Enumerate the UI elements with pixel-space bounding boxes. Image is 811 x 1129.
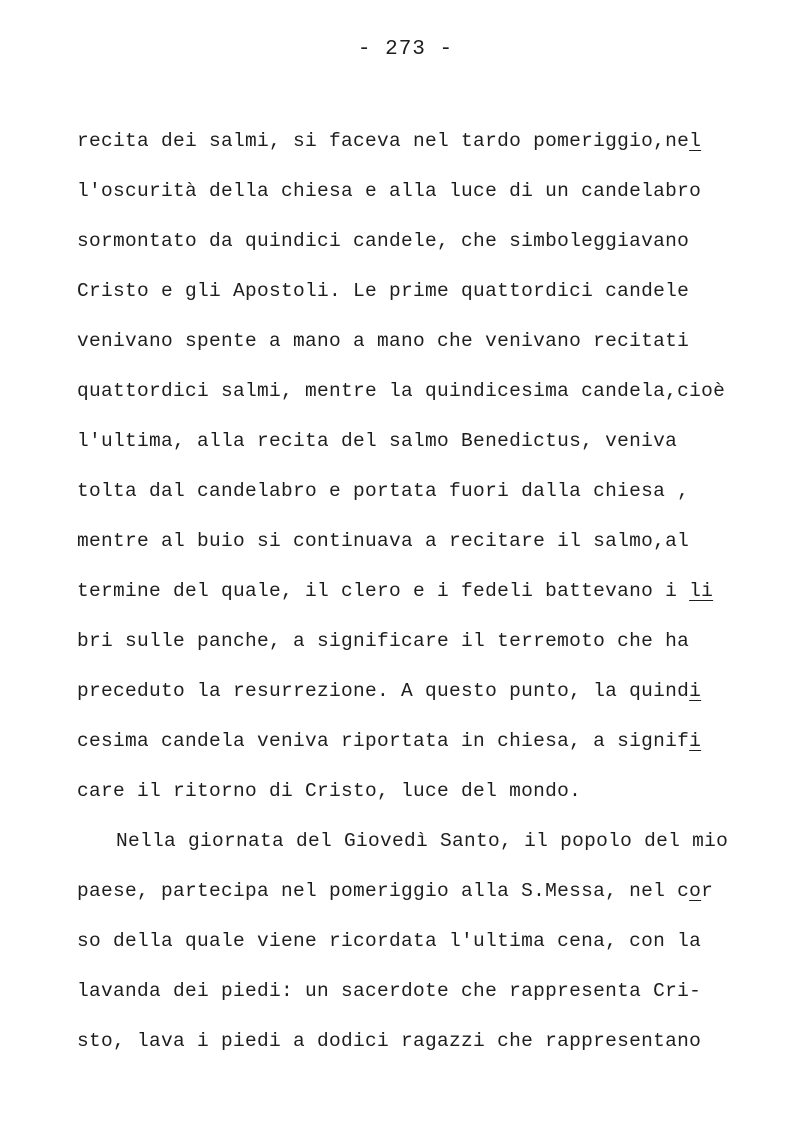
- text-line: tolta dal candelabro e portata fuori dalla chiesa ,: [77, 480, 690, 502]
- text-line: Cristo e gli Apostoli. Le prime quattordici candele: [77, 280, 690, 302]
- page-number: - 273 -: [357, 38, 454, 61]
- text-line: care il ritorno di Cristo, luce del mondo.: [77, 780, 582, 802]
- text-line: so della quale viene ricordata l'ultima cena, con la: [77, 930, 702, 952]
- text-line: recita dei salmi, si faceva nel tardo pomeriggio,nel: [77, 130, 702, 152]
- text-line: paese, partecipa nel pomeriggio alla S.Messa, nel cor: [77, 880, 714, 902]
- text-line: quattordici salmi, mentre la quindicesima candela,cioè: [77, 380, 726, 402]
- text-line: lavanda dei piedi: un sacerdote che rappresenta Cri-: [77, 980, 702, 1002]
- text-line: Nella giornata del Giovedì Santo, il popolo del mio: [116, 830, 729, 852]
- text-line: preceduto la resurrezione. A questo punto, la quindi: [77, 680, 702, 702]
- text-line: l'oscurità della chiesa e alla luce di un candelabro: [77, 180, 702, 202]
- text-line: sormontato da quindici candele, che simboleggiavano: [77, 230, 690, 252]
- text-line: mentre al buio si continuava a recitare il salmo,al: [77, 530, 690, 552]
- text-line: l'ultima, alla recita del salmo Benedictus, veniva: [77, 430, 678, 452]
- text-line: sto, lava i piedi a dodici ragazzi che rappresentano: [77, 1030, 702, 1052]
- text-line: venivano spente a mano a mano che venivano recitati: [77, 330, 690, 352]
- text-line: bri sulle panche, a significare il terremoto che ha: [77, 630, 690, 652]
- text-line: termine del quale, il clero e i fedeli battevano i li: [77, 580, 714, 602]
- text-line: cesima candela veniva riportata in chiesa, a signifi: [77, 730, 702, 752]
